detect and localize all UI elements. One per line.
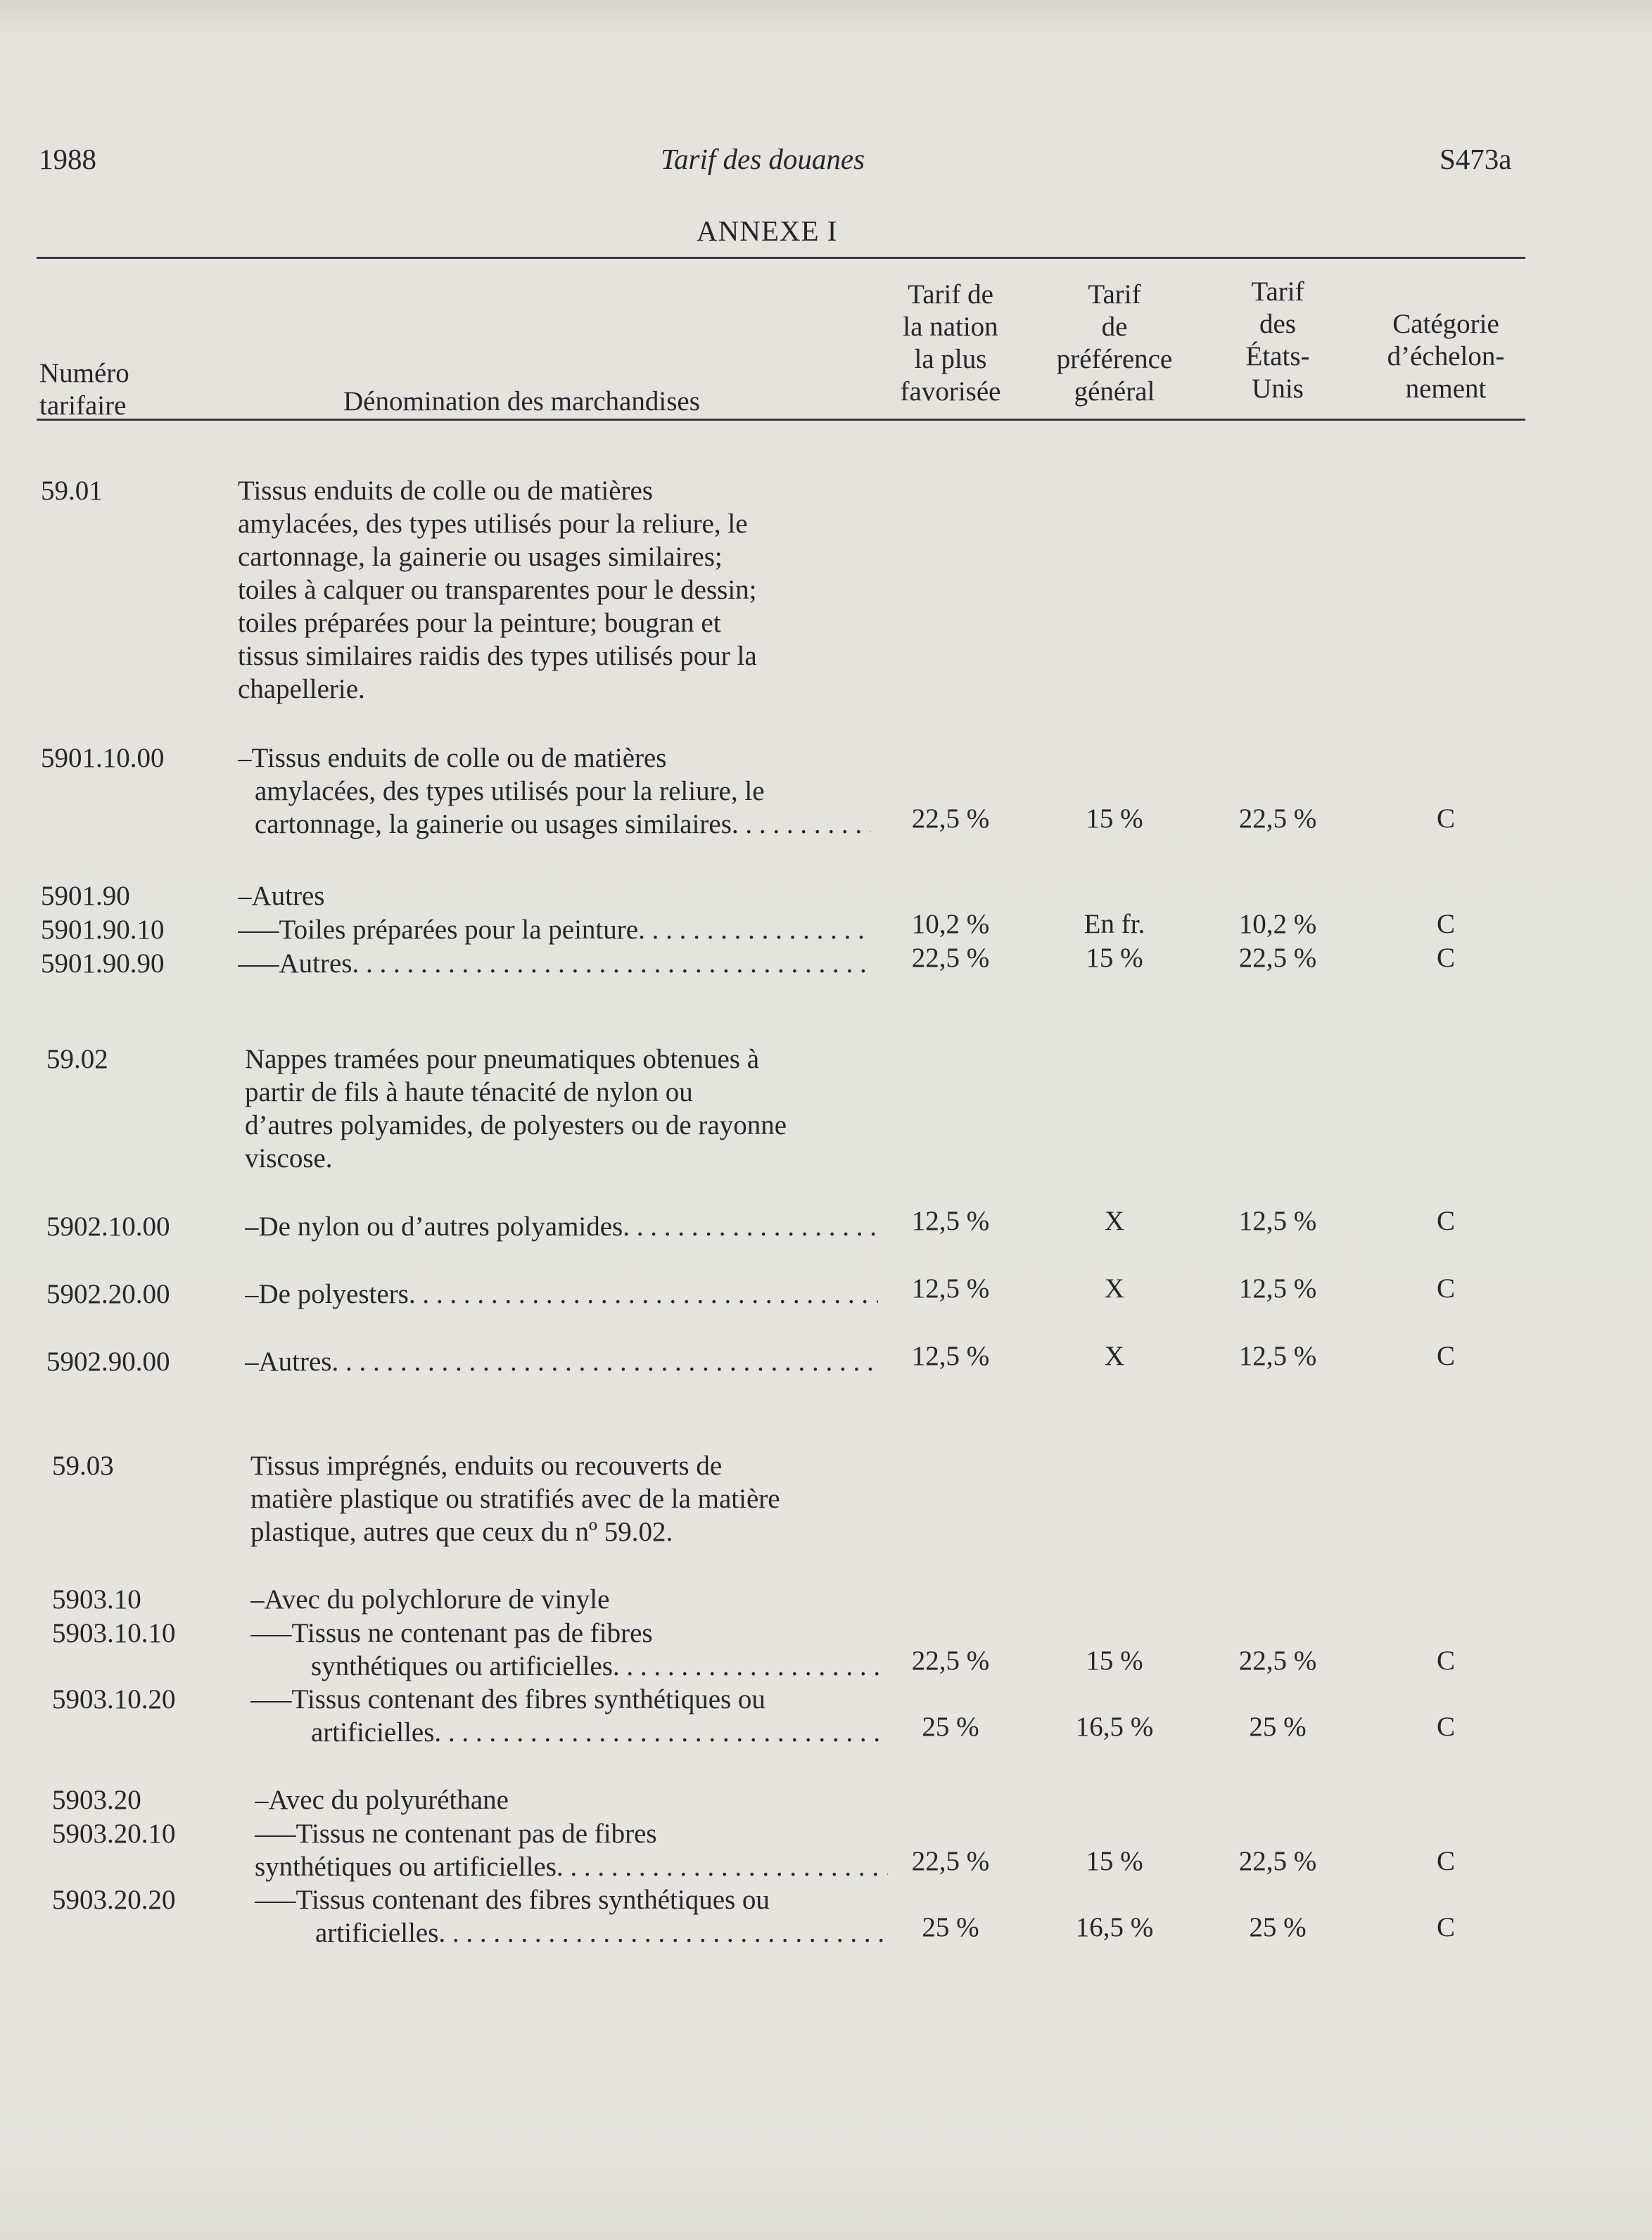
description-line: –––Tissus contenant des fibres synthétiques ou [250,1684,765,1714]
dot-leader [557,1850,888,1883]
tariff-number: 5903.20 [52,1785,141,1815]
dot-leader [613,1650,884,1683]
description-text: –De polyesters [245,1279,409,1309]
tariff-number: 5903.20.10 [52,1819,176,1849]
staging-category: C [1436,943,1455,973]
mfn-rate: 22,5 % [911,1846,990,1876]
tariff-number: 5901.90.90 [41,948,165,979]
col-header-categorie-line: nement [1405,374,1487,404]
gpt-rate: 15 % [1086,943,1143,973]
annex-title: ANNEXE I [697,215,838,247]
description-line: amylacées, des types utilisés pour la reliure, le [255,776,765,806]
description-line: tissus similaires raidis des types utilisés pour la [238,641,757,671]
description-line: partir de fils à haute ténacité de nylon ou [245,1077,693,1107]
description-line-with-leader [245,1345,878,1378]
page-year: 1988 [39,143,96,175]
description-text: synthétiques ou artificielles [311,1651,613,1681]
goods-description [238,913,871,946]
page-code: S473a [1440,143,1512,175]
tariff-number: 5903.10 [52,1584,141,1615]
tariff-number: 5901.90 [41,881,130,911]
staging-category: C [1436,1912,1455,1942]
col-header-preference-line: Tarif [1088,279,1141,310]
description-text: –––Toiles préparées pour la peinture [238,915,639,945]
goods-description [238,474,871,706]
tariff-number: 5902.90.00 [46,1347,170,1377]
ust-rate: 12,5 % [1238,1206,1317,1236]
dot-leader [409,1278,878,1311]
dot-leader [434,1716,884,1749]
description-line-with-leader [245,1278,878,1311]
col-header-nation-line: la nation [903,312,998,342]
tariff-number: 5903.10.10 [52,1618,176,1648]
description-line: viscose. [245,1143,333,1173]
description-line-with-leader [250,1650,884,1683]
description-line-with-leader [238,913,871,946]
tariff-number: 5902.10.00 [46,1211,170,1242]
col-header-categorie [1358,308,1534,405]
description-line-with-leader [238,808,871,841]
tariff-number: 5901.90.10 [41,915,165,945]
ust-rate: 12,5 % [1238,1341,1317,1371]
description-line: Tissus enduits de colle ou de matières [238,476,653,506]
goods-description [250,1617,884,1683]
document-title: Tarif des douanes [661,143,865,175]
mfn-rate: 22,5 % [911,1646,990,1676]
gpt-rate: 15 % [1086,1846,1143,1876]
staging-category: C [1436,1846,1455,1876]
staging-category: C [1436,1712,1455,1742]
description-line-with-leader [238,947,871,980]
mfn-rate: 12,5 % [911,1206,990,1236]
description-line-with-leader [255,1916,888,1949]
staging-category: C [1436,1646,1455,1676]
col-header-etats-line: Unis [1252,374,1304,404]
header-bottom-rule [37,419,1525,421]
tariff-number: 59.01 [41,476,103,506]
description-line: –––Tissus ne contenant pas de fibres [250,1618,653,1648]
dot-leader [438,1916,888,1949]
ust-rate: 10,2 % [1238,909,1317,939]
description-line: Tissus imprégnés, enduits ou recouverts de [250,1451,723,1481]
tariff-number: 5901.10.00 [41,743,165,773]
col-header-preference-line: de [1101,312,1128,342]
gpt-rate: X [1104,1206,1125,1236]
dot-leader [352,947,871,980]
ust-rate: 22,5 % [1238,943,1317,973]
description-line-with-leader [255,1850,888,1883]
tariff-number: 59.02 [46,1044,108,1074]
ust-rate: 22,5 % [1238,1646,1317,1676]
description-line: cartonnage, la gainerie ou usages similaires; [238,542,723,572]
tariff-number: 5902.20.00 [46,1279,170,1309]
col-header-etats-line: des [1259,309,1296,339]
gpt-rate: 15 % [1086,1646,1143,1676]
description-text: cartonnage, la gainerie ou usages similaires [255,809,732,839]
ust-rate: 22,5 % [1238,1846,1317,1876]
mfn-rate: 25 % [922,1712,979,1742]
tariff-number: 5903.20.20 [52,1885,176,1915]
staging-category: C [1436,909,1455,939]
goods-description [245,1278,878,1311]
ust-rate: 12,5 % [1238,1273,1317,1304]
ust-rate: 25 % [1249,1712,1307,1742]
ust-rate: 25 % [1249,1912,1307,1942]
mfn-rate: 12,5 % [911,1273,990,1304]
col-header-nation-line: la plus [914,344,987,374]
mfn-rate: 25 % [922,1912,979,1942]
gpt-rate: 16,5 % [1075,1912,1154,1942]
dot-leader [638,913,871,946]
goods-description [255,1883,888,1949]
col-header-numero-line: tarifaire [39,390,127,421]
description-text: –––Autres [238,948,352,979]
goods-description [250,1449,884,1548]
goods-description [255,1783,888,1816]
col-header-preference [1030,279,1199,408]
goods-description [245,1345,878,1378]
mfn-rate: 10,2 % [911,909,990,939]
goods-description [245,1210,878,1243]
mfn-rate: 12,5 % [911,1341,990,1371]
col-header-preference-line: préférence [1056,344,1173,374]
dot-leader [623,1210,878,1243]
col-header-nation [863,279,1038,408]
description-line: chapellerie. [238,674,365,704]
col-header-nation-line: favorisée [900,376,1001,407]
description-text: artificielles [315,1918,439,1948]
goods-description [238,742,871,841]
description-text: artificielles [311,1717,435,1748]
col-header-denomination: Dénomination des marchandises [343,386,700,416]
goods-description [250,1583,884,1616]
staging-category: C [1436,1206,1455,1236]
description-line: –Avec du polychlorure de vinyle [250,1584,610,1615]
description-line: –––Tissus ne contenant pas de fibres [255,1819,657,1849]
description-line: matière plastique ou stratifiés avec de la matière [250,1484,780,1514]
description-line: amylacées, des types utilisés pour la reliure, le [238,509,748,539]
staging-category: C [1436,1341,1455,1371]
col-header-numero [39,357,129,422]
header-top-rule [37,257,1525,259]
mfn-rate: 22,5 % [911,803,990,834]
gpt-rate: 15 % [1086,803,1143,834]
col-header-nation-line: Tarif de [908,279,993,310]
goods-description [245,1043,878,1175]
staging-category: C [1436,803,1455,834]
tariff-number: 59.03 [52,1451,114,1481]
description-line: d’autres polyamides, de polyesters ou de rayonne [245,1110,787,1140]
col-header-etats-line: Tarif [1251,276,1304,307]
description-line: toiles préparées pour la peinture; bougran et [238,608,721,638]
description-line: Nappes tramées pour pneumatiques obtenues à [245,1044,760,1074]
dot-leader [732,808,871,841]
goods-description [250,1683,884,1749]
gpt-rate: En fr. [1084,909,1145,939]
gpt-rate: X [1104,1273,1125,1304]
goods-description [238,947,871,980]
tariff-number: 5903.10.20 [52,1684,176,1714]
col-header-etats-unis [1196,276,1359,405]
description-line: –––Tissus contenant des fibres synthétiques ou [255,1885,770,1915]
col-header-categorie-line: d’échelon- [1387,341,1505,371]
description-line: plastique, autres que ceux du nº 59.02. [250,1517,673,1547]
mfn-rate: 22,5 % [911,943,990,973]
goods-description [255,1817,888,1883]
col-header-etats-line: États- [1245,341,1310,371]
gpt-rate: 16,5 % [1075,1712,1154,1742]
col-header-preference-line: général [1074,376,1155,407]
goods-description [238,879,871,912]
description-line: –Avec du polyuréthane [255,1785,509,1815]
description-line-with-leader [250,1716,884,1749]
description-text: synthétiques ou artificielles [255,1852,557,1882]
description-line: –Autres [238,881,325,911]
description-line-with-leader [245,1210,878,1243]
dot-leader [331,1345,878,1378]
description-text: –Autres [245,1347,332,1377]
col-header-numero-line: Numéro [39,358,129,388]
ust-rate: 22,5 % [1238,803,1317,834]
gpt-rate: X [1104,1341,1125,1371]
description-line: –Tissus enduits de colle ou de matières [238,743,667,773]
description-text: –De nylon ou d’autres polyamides [245,1211,623,1242]
description-line: toiles à calquer ou transparentes pour le dessin; [238,575,757,605]
staging-category: C [1436,1273,1455,1304]
col-header-categorie-line: Catégorie [1392,309,1499,339]
